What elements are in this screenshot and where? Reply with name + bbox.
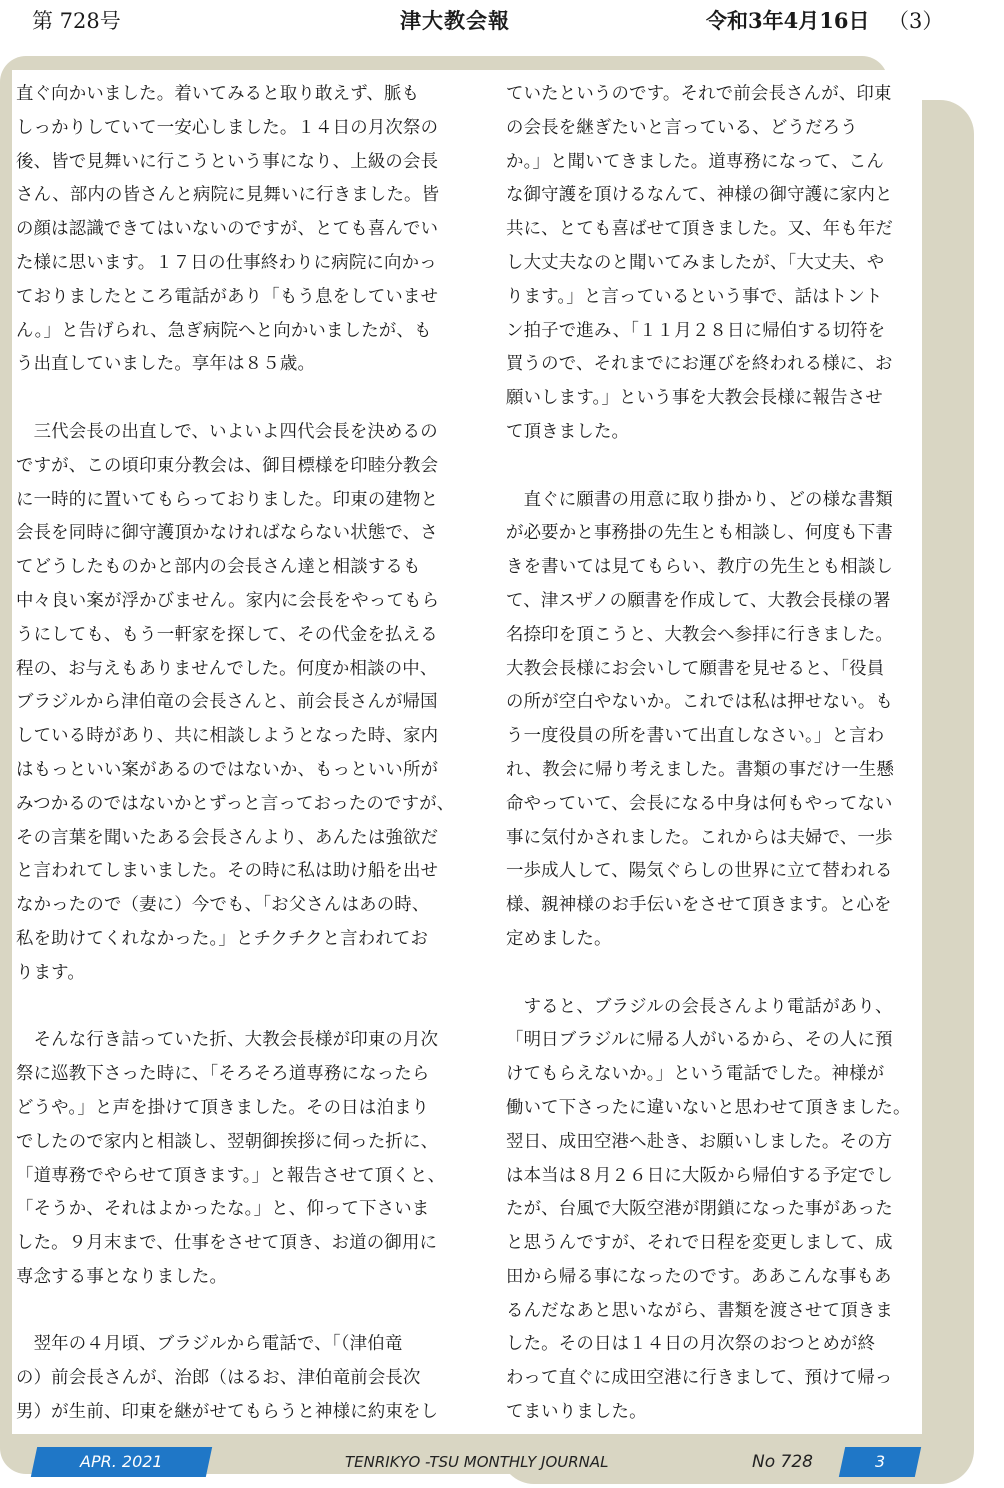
text-line: か。」と聞いてきました。道専務になって、こん bbox=[506, 151, 884, 172]
text-line: どうや。」と声を掛けて頂きました。その日は泊まり bbox=[16, 1097, 430, 1118]
text-line: し大丈夫なのと聞いてみましたが、「大丈夫、や bbox=[506, 252, 885, 273]
text-line: れ、教会に帰り考えました。書類の事だけ一生懸 bbox=[506, 759, 895, 780]
footer-issue-number: No 728 bbox=[752, 1452, 813, 1472]
text-line: 様、親神様のお手伝いをさせて頂きます。と心を bbox=[506, 895, 892, 916]
text-line bbox=[16, 1295, 486, 1329]
text-line: わって直ぐに成田空港に行きまして、預けて帰っ bbox=[506, 1368, 893, 1389]
text-line: けてもらえないか。」という電話でした。神様が bbox=[506, 1064, 885, 1085]
text-line: ん。」と告げられ、急ぎ病院へと向かいましたが、も bbox=[16, 320, 432, 341]
text-line: 中々良い案が浮かびません。家内に会長をやってもら bbox=[16, 590, 440, 611]
text-line: う一度役員の所を書いて出直しなさい。」と言わ bbox=[506, 726, 885, 747]
text-line: 翌年の４月頃、ブラジルから電話で、「（津伯竜 bbox=[16, 1334, 403, 1355]
article-column-left bbox=[16, 78, 486, 1430]
text-line: は本当は８月２６日に大阪から帰伯する予定でし bbox=[506, 1165, 893, 1186]
text-line: うにしても、もう一軒家を探して、その代金を払える bbox=[16, 624, 438, 645]
text-line: 田から帰る事になったのです。ああこんな事もあ bbox=[506, 1266, 892, 1287]
text-line: て頂きました。 bbox=[506, 421, 630, 442]
text-line: と思うんですが、それで日程を変更しまして、成 bbox=[506, 1233, 893, 1254]
text-line: 祭に巡教下さった時に、「そろそろ道専務になったら bbox=[16, 1064, 430, 1085]
text-line: さん、部内の皆さんと病院に見舞いに行きました。皆 bbox=[16, 185, 440, 206]
text-line: 大教会長様にお会いして願書を見せると、「役員 bbox=[506, 658, 885, 679]
header-page-number: （3） bbox=[888, 9, 944, 33]
footer-journal-name: TENRIKYO -TSU MONTHLY JOURNAL bbox=[345, 1453, 609, 1471]
text-line: 事に気付かされました。これからは夫婦で、一歩 bbox=[506, 827, 893, 848]
text-line: した。その日は１４日の月次祭のおつとめが終 bbox=[506, 1334, 876, 1355]
text-line: な御守護を頂けるなんて、神様の御守護に家内と bbox=[506, 185, 893, 206]
text-line: すると、ブラジルの会長さんより電話があり、 bbox=[506, 996, 893, 1017]
text-line: そんな行き詰っていた折、大教会長様が印東の月次 bbox=[16, 1030, 439, 1051]
text-line: 買うので、それまでにお運びを終われる様に、お bbox=[506, 354, 893, 375]
text-line: している時があり、共に相談しようとなった時、家内 bbox=[16, 726, 439, 747]
footer-page-number: 3 bbox=[874, 1452, 886, 1471]
text-line bbox=[506, 957, 926, 991]
text-line: てどうしたものかと部内の会長さん達と相談するも bbox=[16, 557, 421, 578]
text-line: の所が空白やないか。これでは私は押せない。も bbox=[506, 692, 893, 713]
text-line: した。９月末まで、仕事をさせて頂き、お道の御用に bbox=[16, 1233, 438, 1254]
text-line: 程の、お与えもありませんでした。何度か相談の中、 bbox=[16, 658, 438, 679]
text-line bbox=[506, 450, 926, 484]
text-line: みつかるのではないかとずっと言っておったのですが、 bbox=[16, 793, 455, 814]
text-line: 直ぐに願書の用意に取り掛かり、どの様な書類 bbox=[506, 489, 893, 510]
text-line: きを書いては見てもらい、教庁の先生とも相談し bbox=[506, 557, 893, 578]
text-line: 私を助けてくれなかった。」とチクチクと言われてお bbox=[16, 928, 429, 949]
text-line: でしたので家内と相談し、翌朝御挨拶に伺った折に、 bbox=[16, 1131, 439, 1152]
text-line: 三代会長の出直しで、いよいよ四代会長を決めるの bbox=[16, 421, 438, 442]
text-line: 働いて下さったに違いないと思わせて頂きました。 bbox=[506, 1097, 911, 1118]
issue-number: 第 728号 bbox=[32, 9, 121, 33]
text-line: 後、皆で見舞いに行こうという事になり、上級の会長 bbox=[16, 151, 439, 172]
text-line: の）前会長さんが、治郎（はるお、津伯竜前会長次 bbox=[16, 1368, 421, 1389]
text-line: 名捺印を頂こうと、大教会へ参拝に行きました。 bbox=[506, 624, 893, 645]
text-line: と言われてしまいました。その時に私は助け船を出せ bbox=[16, 861, 439, 882]
text-line: 共に、とても喜ばせて頂きました。又、年も年だ bbox=[506, 219, 893, 240]
text-line: るんだなあと思いながら、書類を渡させて頂きま bbox=[506, 1300, 893, 1321]
text-line: 男）が生前、印東を継がせてもらうと神様に約束をし bbox=[16, 1402, 439, 1423]
text-line: た様に思います。１７日の仕事終わりに病院に向かっ bbox=[16, 252, 437, 273]
newsletter-title: 津大教会報 bbox=[400, 8, 510, 33]
text-line: なかったので（妻に）今でも、「お父さんはあの時、 bbox=[16, 895, 430, 916]
article-column-right bbox=[506, 78, 926, 1430]
text-line: が必要かと事務掛の先生とも相談し、何度も下書 bbox=[506, 523, 893, 544]
text-line: しっかりしていて一安心しました。１４日の月次祭の bbox=[16, 117, 439, 138]
text-line: の顔は認識できてはいないのですが、とても喜んでい bbox=[16, 219, 439, 240]
footer-page-badge bbox=[839, 1447, 921, 1477]
text-line: 願いします。」という事を大教会長様に報告させ bbox=[506, 388, 883, 409]
text-line: 「そうか、それはよかったな。」と、仰って下さいま bbox=[16, 1199, 430, 1220]
text-line bbox=[16, 991, 486, 1025]
text-line: 命やっていて、会長になる中身は何もやってない bbox=[506, 793, 893, 814]
text-line: てまいりました。 bbox=[506, 1402, 647, 1423]
text-line: 翌日、成田空港へ赴き、お願いしました。その方 bbox=[506, 1131, 893, 1152]
text-line: ておりましたところ電話があり「もう息をしていませ bbox=[16, 286, 439, 307]
text-line: ブラジルから津伯竜の会長さんと、前会長さんが帰国 bbox=[16, 692, 438, 713]
text-line: 定めました。 bbox=[506, 928, 612, 949]
text-line: 直ぐ向かいました。着いてみると取り敢えず、脈も bbox=[16, 84, 420, 104]
text-line: その言葉を聞いたある会長さんより、あんたは強欲だ bbox=[16, 827, 439, 848]
text-line: 会長を同時に御守護頂かなければならない状態で、さ bbox=[16, 523, 438, 544]
text-line: はもっといい案があるのではないか、もっといい所が bbox=[16, 759, 439, 780]
text-line: 「明日ブラジルに帰る人がいるから、その人に預 bbox=[506, 1030, 893, 1051]
text-line: 一歩成人して、陽気ぐらしの世界に立て替われる bbox=[506, 861, 893, 882]
text-line: う出直していました。享年は８５歳。 bbox=[16, 354, 316, 375]
footer-month-badge bbox=[31, 1447, 212, 1477]
text-line: 「道専務でやらせて頂きます。」と報告させて頂くと、 bbox=[16, 1165, 446, 1186]
text-line: たが、台風で大阪空港が閉鎖になった事があった bbox=[506, 1199, 893, 1220]
text-line: ですが、この頃印東分教会は、御目標様を印睦分教会 bbox=[16, 455, 439, 476]
text-line: ていたというのです。それで前会長さんが、印東 bbox=[506, 84, 892, 104]
text-line: ン拍子で進み、「１１月２８日に帰伯する切符を bbox=[506, 320, 886, 341]
text-line: 専念する事となりました。 bbox=[16, 1266, 228, 1287]
footer-month: APR. 2021 bbox=[80, 1452, 163, 1471]
text-line: に一時的に置いてもらっておりました。印東の建物と bbox=[16, 489, 439, 510]
text-line: て、津スザノの願書を作成して、大教会長様の署 bbox=[506, 590, 891, 611]
text-line: ります。 bbox=[16, 962, 85, 983]
text-line: ります。」と言っているという事で、話はトント bbox=[506, 286, 883, 307]
text-line: の会長を継ぎたいと言っている、どうだろう bbox=[506, 117, 858, 138]
text-line bbox=[16, 382, 486, 416]
issue-date: 令和3年4月16日 bbox=[706, 8, 870, 33]
